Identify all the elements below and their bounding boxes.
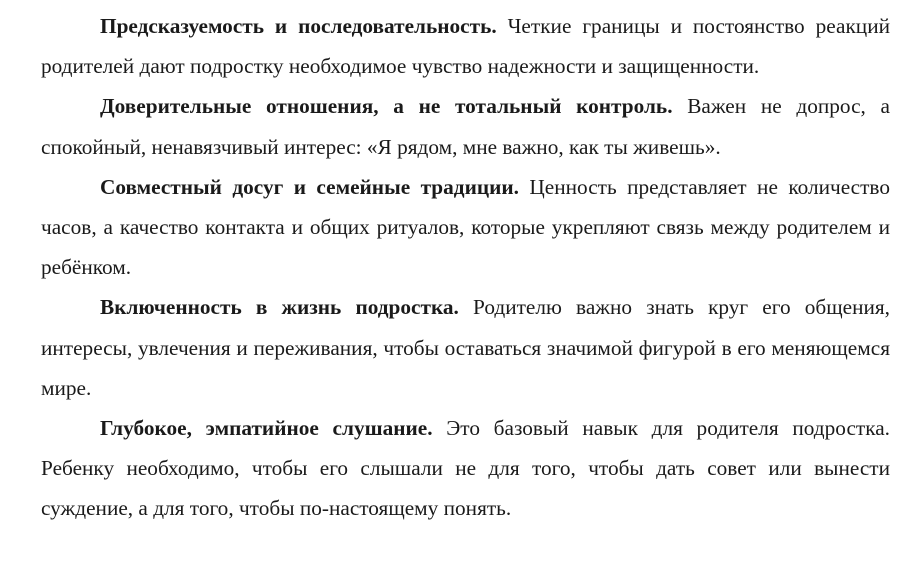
paragraph-heading: Предсказуемость и последовательность. — [100, 14, 497, 38]
paragraph-leisure — [41, 167, 890, 288]
paragraph-heading: Доверительные отношения, а не тотальный контроль. — [100, 94, 673, 119]
paragraph-text: Ценность представляет не количество часов, а качество контакта и общих ритуалов, которые укрепляют связь между родителем и ребёнком. — [41, 174, 890, 280]
paragraph-heading: Включенность в жизнь подростка. — [100, 295, 459, 320]
paragraph-text: Важен не допрос, а спокойный, ненавязчивый интерес: «Я рядом, мне важно, как ты живешь». — [41, 94, 890, 159]
paragraph-text: Четкие границы и постоянство реакций родителей дают подростку необходимое чувство надежности и защищенности. — [41, 14, 890, 79]
paragraph-text: Родителю важно знать круг его общения, интересы, увлечения и переживания, чтобы оставаться значимой фигурой в его меняющемся мире. — [41, 295, 891, 400]
paragraph-heading: Глубокое, эмпатийное слушание. — [100, 416, 433, 441]
paragraph-predictability — [41, 6, 890, 86]
paragraph-trust — [41, 86, 890, 166]
paragraph-involvement — [41, 287, 890, 408]
paragraph-text: Это базовый навык для родителя подростка. Ребенку необходимо, чтобы его слышали не для того, чтобы дать совет или вынести суждение, а для того, чтобы по-настоящему понять. — [41, 416, 891, 521]
paragraph-listening — [41, 408, 890, 529]
document-body — [41, 6, 890, 529]
paragraph-heading: Совместный досуг и семейные традиции. — [100, 174, 519, 199]
